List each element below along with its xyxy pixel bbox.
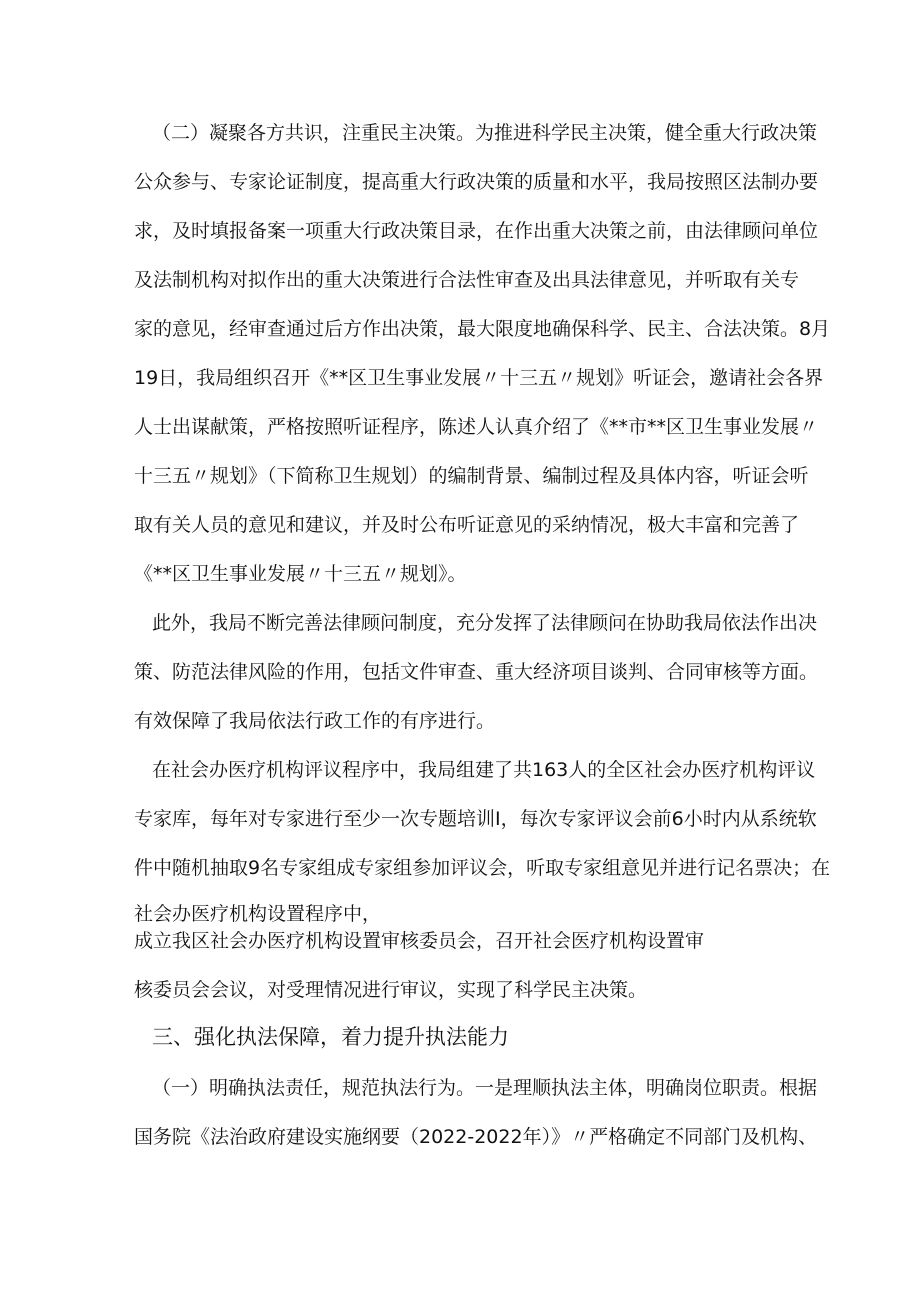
para3-line-4: 社会办医疗机构设置程序中，: [134, 903, 382, 925]
para3-line-2: 专家库，每年对专家进行至少一次专题培训I，每次专家评议会前6小时内从系统软: [134, 808, 817, 830]
para2-line-3: 有效保障了我局依法行政工作的有序进行。: [134, 710, 496, 732]
para1-line-3: 求，及时填报备案一项重大行政决策目录，在作出重大决策之前，由法律顾问单位: [134, 220, 819, 242]
para1-line-1: （二）凝聚各方共识，注重民主决策。为推进科学民主决策，健全重大行政决策: [152, 122, 818, 144]
para2-line-2: 策、防范法律风险的作用，包括文件审查、重大经济项目谈判、合同审核等方面。: [134, 661, 819, 683]
para3-line-5: 成立我区社会办医疗机构设置审核委员会，召开社会医疗机构设置审: [134, 930, 705, 952]
para1-line-7: 人士出谋献策，严格按照听证程序，陈述人认真介绍了《**市**区卫生事业发展〃: [134, 416, 819, 438]
para1-line-6: 19日，我局组织召开《**区卫生事业发展〃十三五〃规划》听证会，邀请社会各界: [134, 367, 824, 389]
para4-line-2: 国务院《法治政府建设实施纲要（2022-2022年）》〃严格确定不同部门及机构、: [134, 1126, 818, 1148]
para2-line-1: 此外，我局不断完善法律顾问制度，充分发挥了法律顾问在协助我局依法作出决: [152, 612, 818, 634]
para1-line-10: 《**区卫生事业发展〃十三五〃规划》。: [134, 563, 467, 585]
para1-line-2: 公众参与、专家论证制度，提高重大行政决策的质量和水平，我局按照区法制办要: [134, 171, 819, 193]
para1-line-5: 家的意见，经审查通过后方作出决策，最大限度地确保科学、民主、合法决策。8月: [134, 318, 831, 340]
para3-line-1: 在社会办医疗机构评议程序中，我局组建了共163人的全区社会办医疗机构评议: [152, 759, 816, 781]
para1-line-4: 及法制机构对拟作出的重大决策进行合法性审查及出具法律意见，并听取有关专: [134, 269, 800, 291]
section-heading: 三、强化执法保障，着力提升执法能力: [152, 1025, 509, 1049]
para3-line-3: 件中随机抽取9名专家组成专家组参加评议会，听取专家组意见并进行记名票决；在: [134, 857, 831, 879]
para4-line-1: （一）明确执法责任，规范执法行为。一是理顺执法主体，明确岗位职责。根据: [152, 1077, 818, 1099]
para1-line-9: 取有关人员的意见和建议，并及时公布听证意见的采纳情况，极大丰富和完善了: [134, 514, 800, 536]
para1-line-8: 十三五〃规划》（下简称卫生规划）的编制背景、编制过程及具体内容，听证会听: [134, 465, 809, 487]
para3-line-6: 核委员会会议，对受理情况进行审议，实现了科学民主决策。: [134, 979, 648, 1001]
